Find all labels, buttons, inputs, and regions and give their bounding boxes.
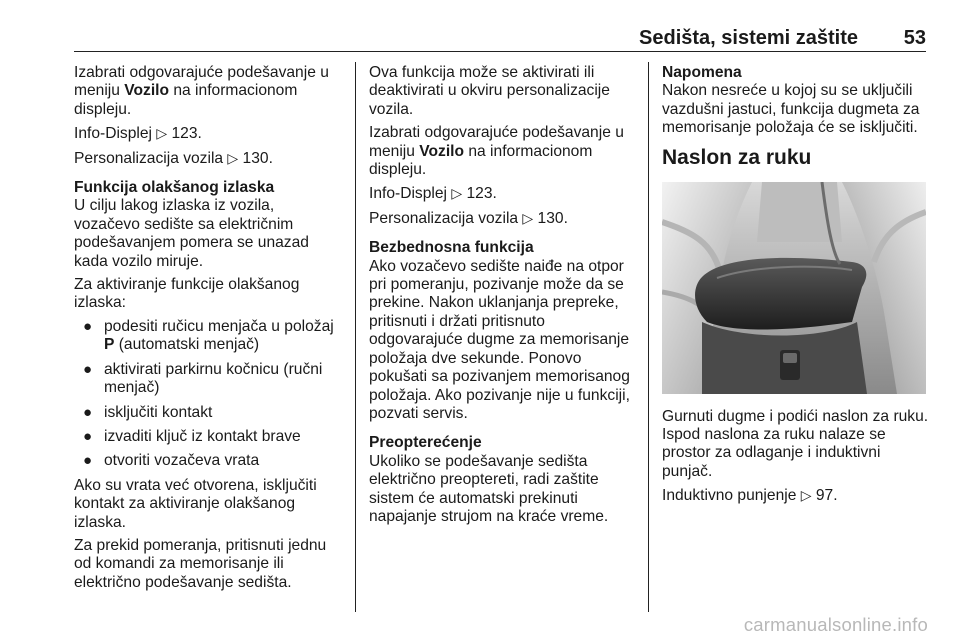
menu-name-vozilo: Vozilo — [124, 82, 170, 100]
cross-reference[interactable]: Personalizacija vozila ▷ 130. — [74, 149, 273, 167]
paragraph: Ova funkcija može se aktivirati ili deaktivirati u okviru personalizacije vozila. — [369, 64, 610, 118]
column-divider-1 — [355, 62, 356, 612]
armrest-photo — [662, 182, 926, 394]
bullet-icon: ● — [83, 317, 93, 335]
list-item: ● podesiti ručicu menjača u položaj P (automatski menjač) — [83, 317, 334, 354]
cross-reference[interactable]: Info-Displej ▷ 123. — [369, 185, 497, 203]
paragraph: Za aktiviranje funkcije olakšanog izlaska: — [74, 276, 300, 312]
watermark: carmanualsonline.info — [743, 614, 928, 635]
cross-reference[interactable]: Info-Displej ▷ 123. — [74, 125, 202, 143]
crossref-arrow-icon: ▷ — [227, 149, 239, 166]
bullet-list — [74, 318, 344, 471]
cross-reference[interactable]: Personalizacija vozila ▷ 130. — [369, 209, 568, 227]
column-1 — [74, 64, 344, 597]
column-2 — [369, 64, 637, 531]
paragraph: Ako vozačevo sedište naiđe na otpor pri pomeranju, pozivanje može da se prekine. Nakon uklanjanja prepreke, pritisnuti i držati pritisnuto odgovarajuće dugme za memorisanje položaja dve sekunde. Ponovo pokušati sa pozivanjem memorisanog položaja. Ako pozivanje nije u funkciji, pozvati servis. — [369, 257, 630, 422]
list-item: ● izvaditi ključ iz kontakt brave — [83, 427, 301, 445]
section-title-armrest: Naslon za ruku — [662, 145, 812, 169]
list-item: ● otvoriti vozačeva vrata — [83, 452, 260, 470]
paragraph: Izabrati odgovarajuće podešavanje u meniju Vozilo na informacionom displeju. — [369, 124, 624, 179]
bullet-icon: ● — [83, 427, 93, 445]
list-item: ● isključiti kontakt — [83, 403, 213, 421]
subheading-safety-function: Bezbednosna funkcija — [369, 239, 534, 257]
bullet-icon: ● — [83, 452, 93, 470]
page-header — [74, 24, 926, 52]
paragraph: Za prekid pomeranja, pritisnuti jednu od komandi za memorisanje ili električno podešavanje sedišta. — [74, 536, 327, 591]
subheading-overload: Preopterećenje — [369, 434, 482, 452]
column-3 — [662, 64, 930, 511]
crossref-arrow-icon: ▷ — [800, 487, 812, 504]
cross-reference[interactable]: Induktivno punjenje ▷ 97. — [662, 487, 838, 505]
bullet-icon: ● — [83, 403, 93, 421]
note-title: Napomena — [662, 64, 742, 81]
paragraph: Ukoliko se podešavanje sedišta električno preoptereti, radi zaštite sistem će automatski prekinuti napajanje strujom na kraće vreme. — [369, 452, 609, 525]
bullet-icon: ● — [83, 360, 93, 378]
paragraph: Gurnuti dugme i podići naslon za ruku. Ispod naslona za ruku nalaze se prostor za odlaganje i induktivni punjač. — [662, 407, 929, 480]
paragraph: Ako su vrata već otvorena, isključiti kontakt za aktiviranje olakšanog izlaska. — [74, 476, 317, 531]
menu-name-vozilo: Vozilo — [419, 142, 465, 160]
column-divider-2 — [648, 62, 649, 612]
crossref-arrow-icon: ▷ — [156, 125, 168, 142]
page-number: 53 — [903, 27, 926, 49]
subheading-easy-exit: Funkcija olakšanog izlaska — [74, 179, 275, 197]
note-text: Nakon nesreće u kojoj su se uključili vazdušni jastuci, funkcija dugmeta za memorisanje položaja će se isključiti. — [662, 82, 920, 137]
paragraph: U cilju lakog izlaska iz vozila, vozačevo sedište sa električnim podešavanjem pomera se unazad kada vozilo miruje. — [74, 197, 309, 270]
paragraph: Izabrati odgovarajuće podešavanje u meniju Vozilo na informacionom displeju. — [74, 64, 329, 118]
list-item: ● aktivirati parkirnu kočnicu (ručni menjač) — [83, 360, 323, 397]
crossref-arrow-icon: ▷ — [522, 209, 534, 226]
crossref-arrow-icon: ▷ — [451, 185, 463, 202]
page-title: Sedišta, sistemi zaštite — [639, 27, 858, 49]
